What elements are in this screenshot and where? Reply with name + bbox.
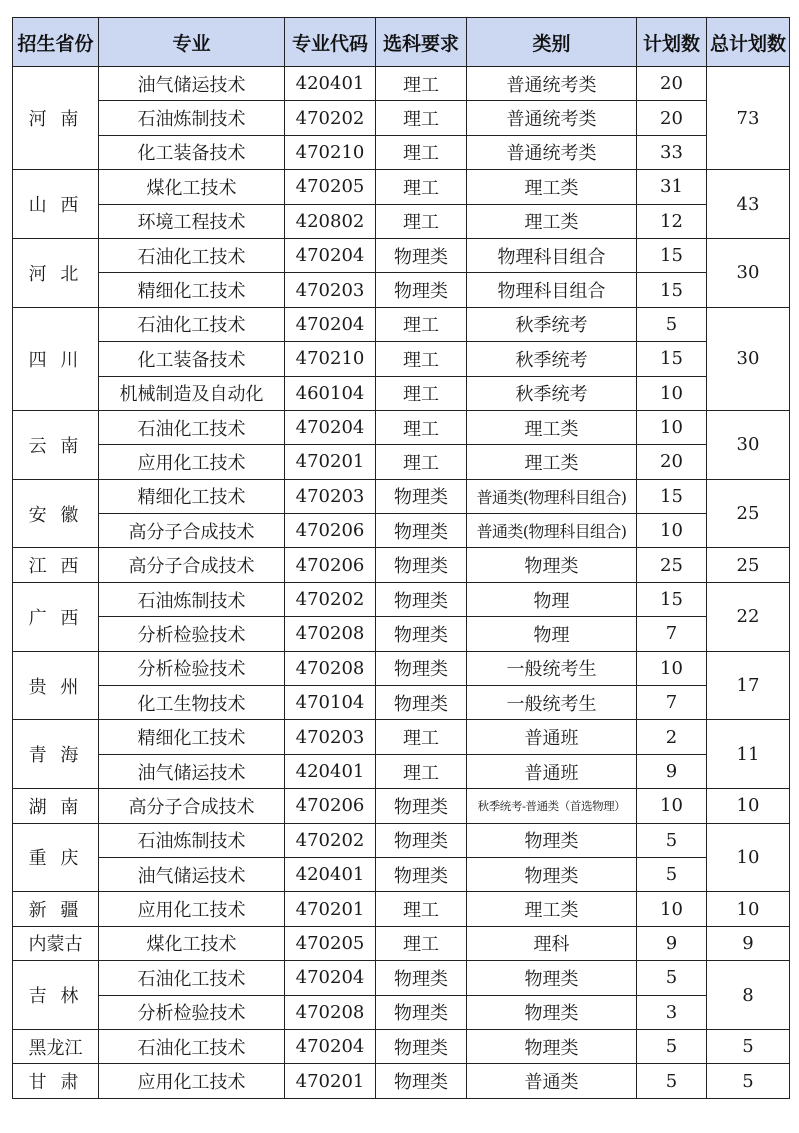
subject-requirement-cell: 理工 [376, 101, 467, 135]
category-cell: 理工类 [467, 204, 637, 238]
plan-count-cell: 5 [637, 1064, 707, 1098]
major-cell: 煤化工技术 [99, 170, 285, 204]
major-code-cell: 470208 [285, 651, 376, 685]
plan-count-cell: 5 [637, 307, 707, 341]
subject-requirement-cell: 物理类 [376, 1029, 467, 1063]
plan-count-cell: 10 [637, 892, 707, 926]
major-cell: 石油炼制技术 [99, 582, 285, 616]
plan-count-cell: 10 [637, 514, 707, 548]
category-cell: 普通班 [467, 720, 637, 754]
plan-count-cell: 15 [637, 342, 707, 376]
province-cell: 安 徽 [13, 479, 99, 548]
major-code-cell: 470202 [285, 582, 376, 616]
table-row [13, 857, 790, 891]
major-cell: 石油化工技术 [99, 1029, 285, 1063]
category-cell: 普通统考类 [467, 67, 637, 101]
subject-requirement-cell: 物理类 [376, 548, 467, 582]
table-row [13, 892, 790, 926]
major-code-cell: 470206 [285, 514, 376, 548]
table-body [13, 67, 790, 1099]
subject-requirement-cell: 理工 [376, 170, 467, 204]
category-cell: 秋季统考 [467, 342, 637, 376]
plan-count-cell: 5 [637, 857, 707, 891]
major-code-cell: 470208 [285, 617, 376, 651]
table-row [13, 720, 790, 754]
plan-count-cell: 9 [637, 754, 707, 788]
table-row [13, 135, 790, 169]
province-cell: 河 北 [13, 238, 99, 307]
category-cell: 理工类 [467, 445, 637, 479]
province-cell: 新 疆 [13, 892, 99, 926]
major-cell: 精细化工技术 [99, 479, 285, 513]
major-cell: 应用化工技术 [99, 445, 285, 479]
subject-requirement-cell: 理工 [376, 342, 467, 376]
total-plan-cell: 10 [707, 789, 790, 823]
province-cell: 重 庆 [13, 823, 99, 892]
subject-requirement-cell: 物理类 [376, 651, 467, 685]
table-row [13, 617, 790, 651]
subject-requirement-cell: 物理类 [376, 857, 467, 891]
major-cell: 油气储运技术 [99, 67, 285, 101]
major-cell: 油气储运技术 [99, 857, 285, 891]
subject-requirement-cell: 理工 [376, 67, 467, 101]
subject-requirement-cell: 物理类 [376, 961, 467, 995]
major-code-cell: 420401 [285, 754, 376, 788]
total-plan-cell: 25 [707, 548, 790, 582]
major-cell: 石油化工技术 [99, 238, 285, 272]
table-row [13, 445, 790, 479]
plan-count-cell: 2 [637, 720, 707, 754]
table-row [13, 238, 790, 272]
major-cell: 应用化工技术 [99, 892, 285, 926]
category-cell: 理工类 [467, 410, 637, 444]
category-cell: 普通类(物理科目组合) [467, 479, 637, 513]
major-cell: 石油化工技术 [99, 961, 285, 995]
table-row [13, 926, 790, 960]
header-total-plan: 总计划数 [707, 18, 790, 67]
table-row [13, 686, 790, 720]
subject-requirement-cell: 理工 [376, 445, 467, 479]
major-code-cell: 420401 [285, 67, 376, 101]
plan-count-cell: 15 [637, 479, 707, 513]
major-code-cell: 470203 [285, 273, 376, 307]
category-cell: 物理类 [467, 995, 637, 1029]
total-plan-cell: 30 [707, 307, 790, 410]
major-code-cell: 470205 [285, 170, 376, 204]
plan-count-cell: 20 [637, 445, 707, 479]
total-plan-cell: 5 [707, 1064, 790, 1098]
province-cell: 广 西 [13, 582, 99, 651]
subject-requirement-cell: 理工 [376, 376, 467, 410]
subject-requirement-cell: 物理类 [376, 238, 467, 272]
plan-count-cell: 15 [637, 582, 707, 616]
province-cell: 山 西 [13, 170, 99, 239]
plan-count-cell: 9 [637, 926, 707, 960]
table-row [13, 823, 790, 857]
subject-requirement-cell: 理工 [376, 307, 467, 341]
major-cell: 分析检验技术 [99, 995, 285, 1029]
plan-count-cell: 15 [637, 273, 707, 307]
subject-requirement-cell: 理工 [376, 135, 467, 169]
category-cell: 理工类 [467, 170, 637, 204]
table-row [13, 995, 790, 1029]
major-cell: 石油化工技术 [99, 307, 285, 341]
major-cell: 机械制造及自动化 [99, 376, 285, 410]
category-cell: 一般统考生 [467, 686, 637, 720]
total-plan-cell: 8 [707, 961, 790, 1030]
plan-count-cell: 10 [637, 410, 707, 444]
total-plan-cell: 11 [707, 720, 790, 789]
category-cell: 理工类 [467, 892, 637, 926]
major-cell: 石油炼制技术 [99, 101, 285, 135]
major-code-cell: 470208 [285, 995, 376, 1029]
plan-count-cell: 7 [637, 686, 707, 720]
category-cell: 物理类 [467, 548, 637, 582]
plan-count-cell: 33 [637, 135, 707, 169]
category-cell: 物理类 [467, 961, 637, 995]
header-major-code: 专业代码 [285, 18, 376, 67]
major-code-cell: 470204 [285, 410, 376, 444]
plan-count-cell: 5 [637, 961, 707, 995]
major-code-cell: 470201 [285, 892, 376, 926]
category-cell: 物理 [467, 617, 637, 651]
table-row [13, 651, 790, 685]
subject-requirement-cell: 物理类 [376, 789, 467, 823]
table-row [13, 754, 790, 788]
table-row [13, 376, 790, 410]
province-cell: 云 南 [13, 410, 99, 479]
plan-count-cell: 3 [637, 995, 707, 1029]
plan-count-cell: 20 [637, 67, 707, 101]
major-cell: 分析检验技术 [99, 651, 285, 685]
major-code-cell: 470104 [285, 686, 376, 720]
plan-count-cell: 10 [637, 789, 707, 823]
category-cell: 理科 [467, 926, 637, 960]
major-code-cell: 470201 [285, 1064, 376, 1098]
category-cell: 秋季统考 [467, 307, 637, 341]
subject-requirement-cell: 物理类 [376, 479, 467, 513]
major-cell: 石油炼制技术 [99, 823, 285, 857]
major-cell: 石油化工技术 [99, 410, 285, 444]
plan-count-cell: 5 [637, 823, 707, 857]
plan-count-cell: 7 [637, 617, 707, 651]
enrollment-plan-table [12, 17, 790, 1099]
category-cell: 普通类 [467, 1064, 637, 1098]
major-cell: 高分子合成技术 [99, 789, 285, 823]
major-code-cell: 460104 [285, 376, 376, 410]
table-row [13, 961, 790, 995]
table-row [13, 1064, 790, 1098]
category-cell: 物理类 [467, 857, 637, 891]
major-code-cell: 470201 [285, 445, 376, 479]
major-code-cell: 470210 [285, 342, 376, 376]
subject-requirement-cell: 理工 [376, 926, 467, 960]
major-code-cell: 470206 [285, 789, 376, 823]
major-code-cell: 470210 [285, 135, 376, 169]
header-major: 专业 [99, 18, 285, 67]
province-cell: 湖 南 [13, 789, 99, 823]
header-row [13, 18, 790, 67]
category-cell: 物理 [467, 582, 637, 616]
major-cell: 精细化工技术 [99, 720, 285, 754]
province-cell: 四 川 [13, 307, 99, 410]
category-cell: 物理科目组合 [467, 238, 637, 272]
major-code-cell: 470203 [285, 720, 376, 754]
major-cell: 精细化工技术 [99, 273, 285, 307]
province-cell: 黑龙江 [13, 1029, 99, 1063]
subject-requirement-cell: 理工 [376, 410, 467, 444]
province-cell: 河 南 [13, 67, 99, 170]
major-code-cell: 420802 [285, 204, 376, 238]
major-cell: 化工装备技术 [99, 135, 285, 169]
subject-requirement-cell: 理工 [376, 720, 467, 754]
category-cell: 一般统考生 [467, 651, 637, 685]
province-cell: 内蒙古 [13, 926, 99, 960]
major-cell: 高分子合成技术 [99, 548, 285, 582]
subject-requirement-cell: 物理类 [376, 273, 467, 307]
subject-requirement-cell: 物理类 [376, 617, 467, 651]
table-row [13, 307, 790, 341]
major-cell: 化工生物技术 [99, 686, 285, 720]
total-plan-cell: 22 [707, 582, 790, 651]
table-row [13, 342, 790, 376]
subject-requirement-cell: 物理类 [376, 823, 467, 857]
category-cell: 普通统考类 [467, 135, 637, 169]
category-cell: 物理类 [467, 1029, 637, 1063]
subject-requirement-cell: 物理类 [376, 1064, 467, 1098]
plan-count-cell: 10 [637, 376, 707, 410]
major-cell: 油气储运技术 [99, 754, 285, 788]
major-code-cell: 470202 [285, 101, 376, 135]
plan-count-cell: 5 [637, 1029, 707, 1063]
major-cell: 分析检验技术 [99, 617, 285, 651]
category-cell: 物理科目组合 [467, 273, 637, 307]
subject-requirement-cell: 物理类 [376, 582, 467, 616]
total-plan-cell: 10 [707, 823, 790, 892]
subject-requirement-cell: 物理类 [376, 995, 467, 1029]
category-cell: 秋季统考-普通类（首选物理） [467, 789, 637, 823]
table-row [13, 204, 790, 238]
major-code-cell: 470205 [285, 926, 376, 960]
plan-count-cell: 15 [637, 238, 707, 272]
category-cell: 普通班 [467, 754, 637, 788]
category-cell: 物理类 [467, 823, 637, 857]
major-cell: 环境工程技术 [99, 204, 285, 238]
plan-count-cell: 31 [637, 170, 707, 204]
province-cell: 贵 州 [13, 651, 99, 720]
table-row [13, 410, 790, 444]
table-row [13, 514, 790, 548]
total-plan-cell: 30 [707, 410, 790, 479]
category-cell: 秋季统考 [467, 376, 637, 410]
subject-requirement-cell: 理工 [376, 204, 467, 238]
major-code-cell: 470206 [285, 548, 376, 582]
major-code-cell: 470204 [285, 961, 376, 995]
table-row [13, 101, 790, 135]
total-plan-cell: 10 [707, 892, 790, 926]
total-plan-cell: 9 [707, 926, 790, 960]
category-cell: 普通类(物理科目组合) [467, 514, 637, 548]
province-cell: 甘 肃 [13, 1064, 99, 1098]
table-row [13, 582, 790, 616]
plan-count-cell: 20 [637, 101, 707, 135]
plan-count-cell: 12 [637, 204, 707, 238]
table-row [13, 170, 790, 204]
total-plan-cell: 5 [707, 1029, 790, 1063]
major-cell: 高分子合成技术 [99, 514, 285, 548]
subject-requirement-cell: 物理类 [376, 686, 467, 720]
enrollment-plan-table-container [12, 17, 790, 1099]
major-cell: 化工装备技术 [99, 342, 285, 376]
subject-requirement-cell: 物理类 [376, 514, 467, 548]
province-cell: 江 西 [13, 548, 99, 582]
subject-requirement-cell: 理工 [376, 892, 467, 926]
table-row [13, 479, 790, 513]
total-plan-cell: 30 [707, 238, 790, 307]
major-code-cell: 420401 [285, 857, 376, 891]
header-plan-count: 计划数 [637, 18, 707, 67]
major-cell: 应用化工技术 [99, 1064, 285, 1098]
table-row [13, 273, 790, 307]
header-province: 招生省份 [13, 18, 99, 67]
plan-count-cell: 10 [637, 651, 707, 685]
total-plan-cell: 25 [707, 479, 790, 548]
total-plan-cell: 73 [707, 67, 790, 170]
table-row [13, 789, 790, 823]
table-row [13, 1029, 790, 1063]
major-cell: 煤化工技术 [99, 926, 285, 960]
total-plan-cell: 17 [707, 651, 790, 720]
province-cell: 青 海 [13, 720, 99, 789]
province-cell: 吉 林 [13, 961, 99, 1030]
major-code-cell: 470204 [285, 307, 376, 341]
table-row [13, 548, 790, 582]
header-category: 类别 [467, 18, 637, 67]
plan-count-cell: 25 [637, 548, 707, 582]
subject-requirement-cell: 理工 [376, 754, 467, 788]
category-cell: 普通统考类 [467, 101, 637, 135]
major-code-cell: 470203 [285, 479, 376, 513]
major-code-cell: 470202 [285, 823, 376, 857]
header-subject-requirement: 选科要求 [376, 18, 467, 67]
table-row [13, 67, 790, 101]
major-code-cell: 470204 [285, 238, 376, 272]
total-plan-cell: 43 [707, 170, 790, 239]
major-code-cell: 470204 [285, 1029, 376, 1063]
